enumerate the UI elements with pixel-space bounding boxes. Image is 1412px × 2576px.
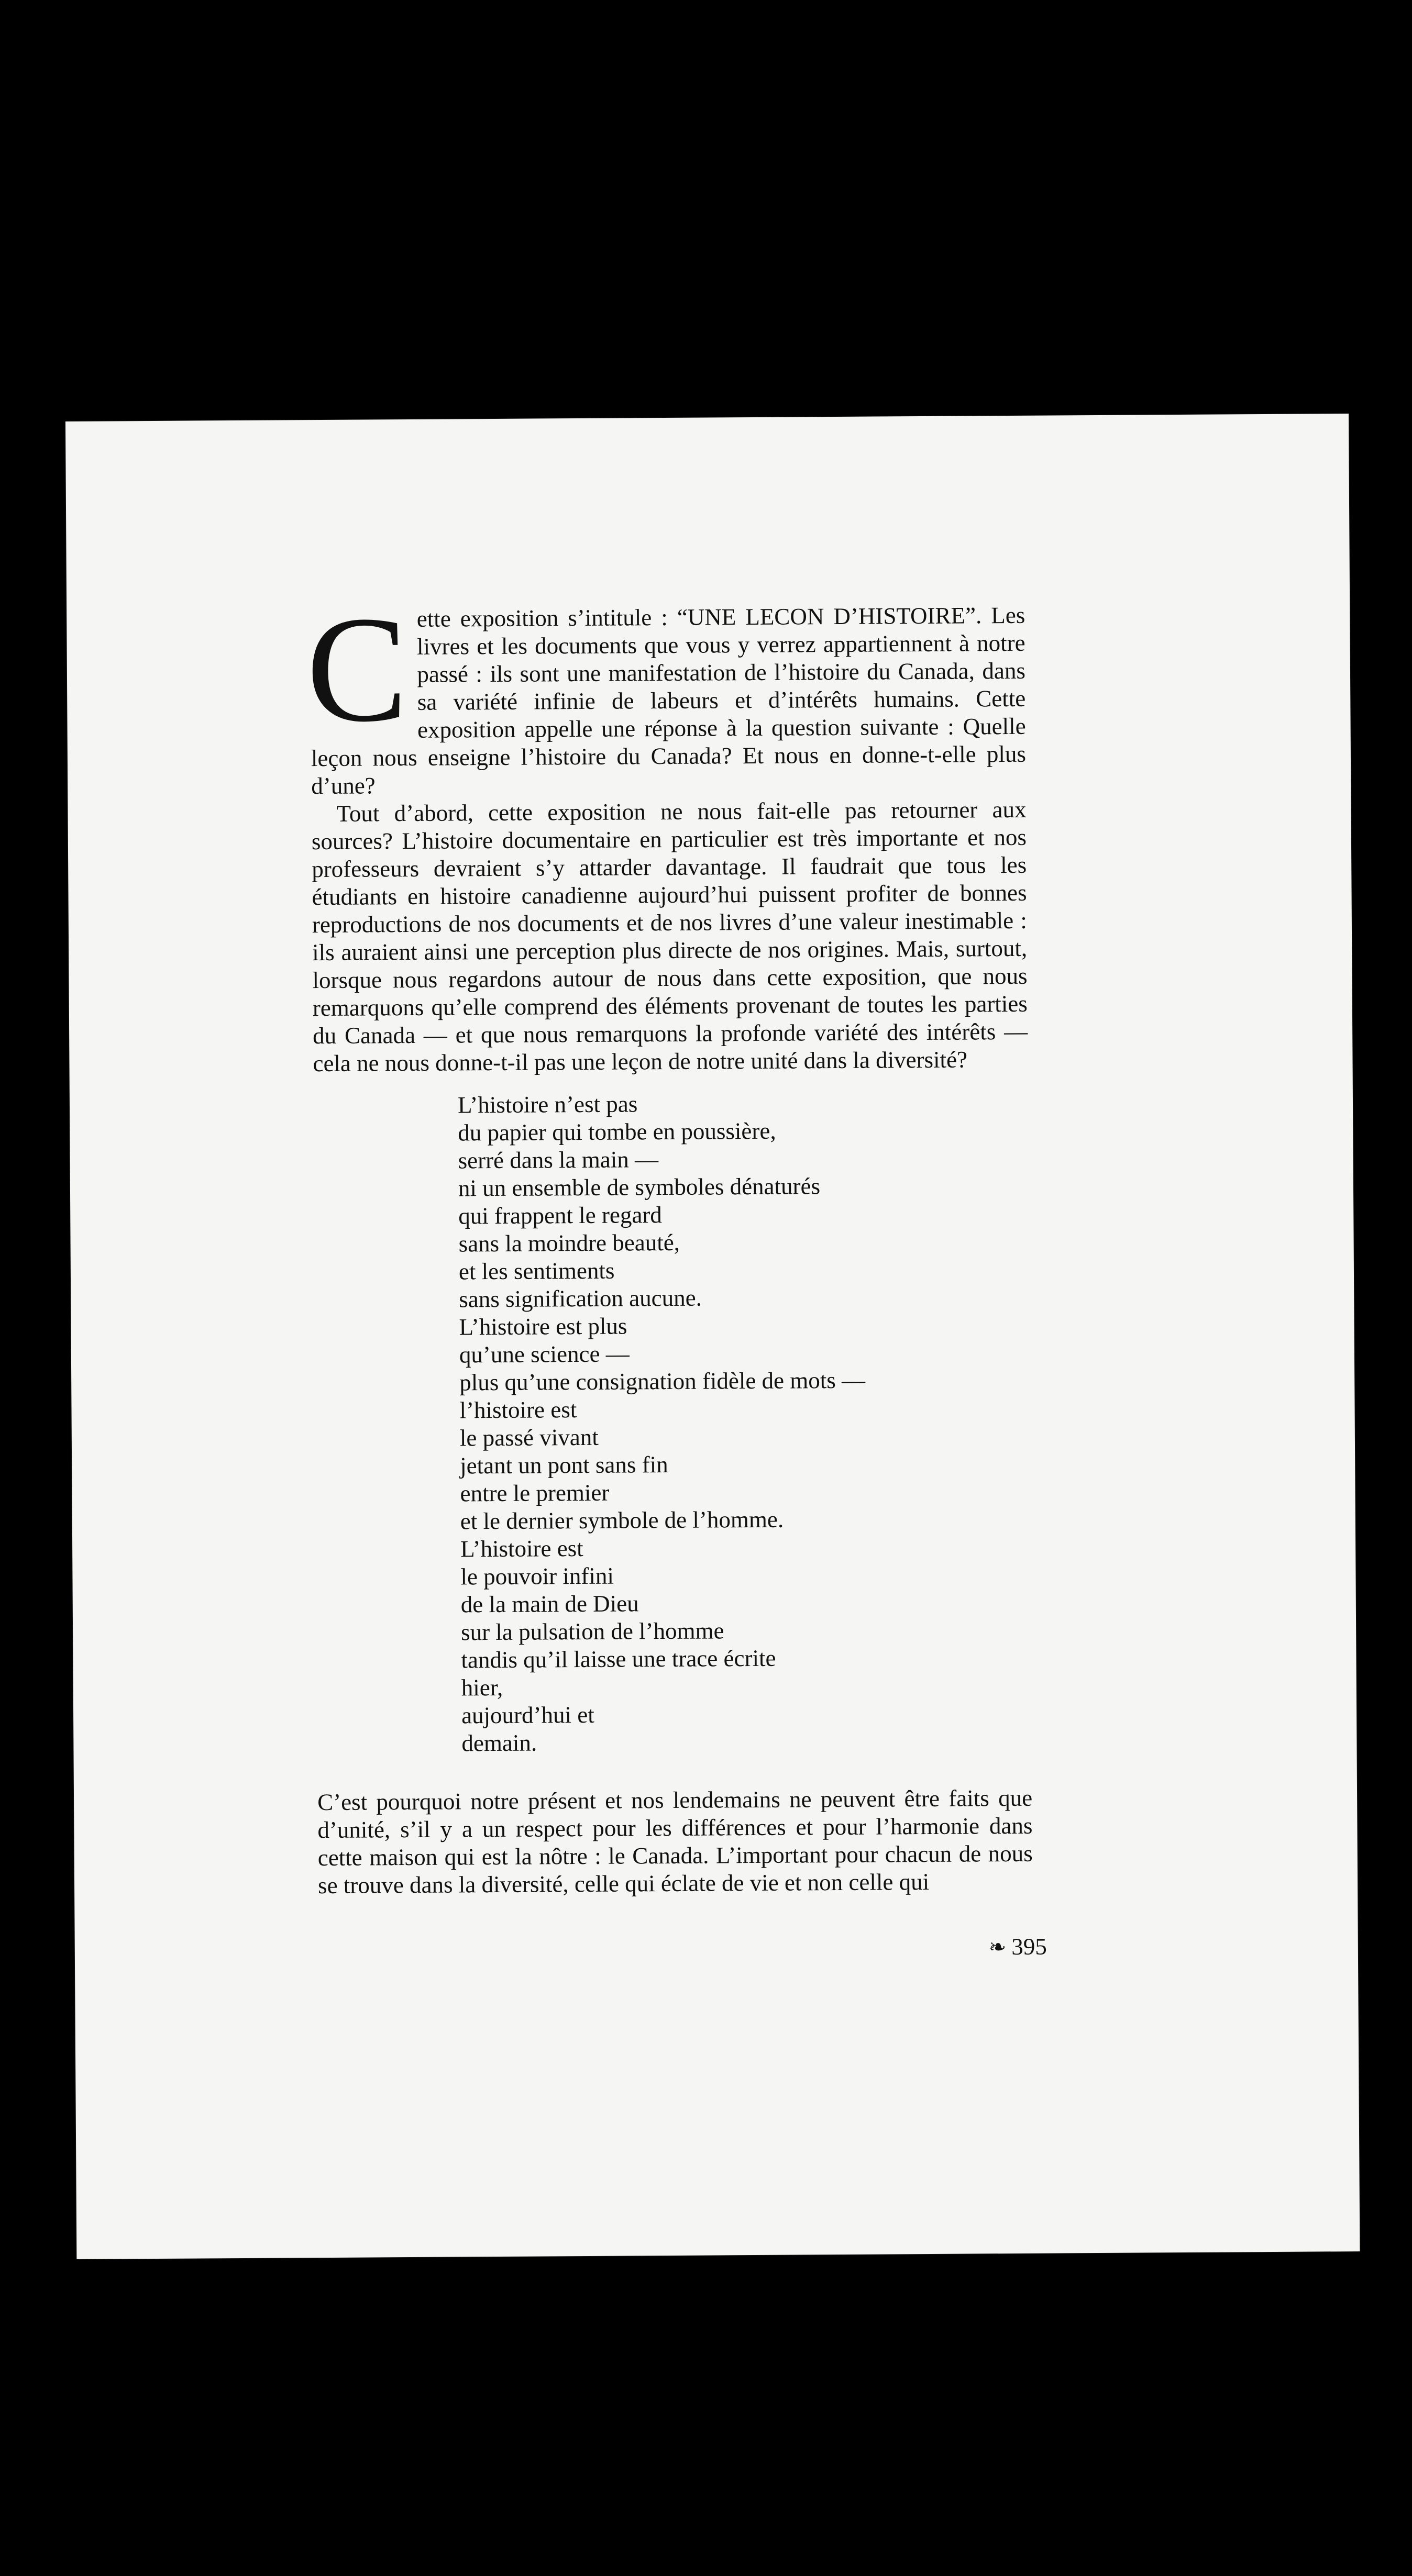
poem-line: L’histoire est bbox=[460, 1535, 583, 1562]
page-footer bbox=[989, 1933, 1047, 1961]
book-page bbox=[65, 414, 1360, 2259]
poem-line: sur la pulsation de l’homme bbox=[460, 1617, 724, 1646]
poem-line: et les sentiments bbox=[458, 1257, 615, 1285]
poem-line: l’histoire est bbox=[459, 1396, 577, 1424]
poem-line: sans la moindre beauté, bbox=[458, 1229, 680, 1257]
article-body bbox=[305, 585, 1033, 1900]
poem-line: de la main de Dieu bbox=[460, 1590, 639, 1618]
poem bbox=[458, 1088, 1032, 1758]
poem-line: demain. bbox=[461, 1729, 537, 1757]
page-number: 395 bbox=[1011, 1933, 1047, 1960]
poem-line: qu’une science — bbox=[459, 1340, 630, 1368]
paragraph-3: C’est pourquoi notre présent et nos lendemains ne peuvent être faits que d’unité, s’il y a un respect pour les différences et pour l’harmonie dans cette maison qui est la nôtre : le Canada. L’important pour chacun de nous se trouve dans la diversité, celle qui éclate de vie et non celle qui bbox=[317, 1784, 1033, 1899]
poem-line: tandis qu’il laisse une trace écrite bbox=[461, 1645, 776, 1673]
poem-line: le pouvoir infini bbox=[460, 1562, 614, 1590]
poem-line: du papier qui tombe en poussière, bbox=[458, 1117, 776, 1146]
poem-line: entre le premier bbox=[460, 1479, 610, 1507]
poem-line: le passé vivant bbox=[459, 1424, 599, 1451]
poem-line: L’histoire n’est pas bbox=[457, 1091, 638, 1118]
poem-line: et le dernier symbole de l’homme. bbox=[460, 1506, 784, 1535]
poem-line: hier, bbox=[461, 1674, 503, 1701]
poem-line: serré dans la main — bbox=[458, 1146, 659, 1174]
drop-cap: C bbox=[305, 585, 409, 754]
fleuron-icon: ❧ bbox=[988, 1935, 1007, 1959]
paragraph-1 bbox=[305, 585, 1027, 800]
poem-line: jetant un pont sans fin bbox=[460, 1451, 668, 1479]
poem-line: ni un ensemble de symboles dénaturés bbox=[458, 1173, 821, 1202]
poem-line: plus qu’une consignation fidèle de mots — bbox=[459, 1367, 866, 1396]
poem-line: qui frappent le regard bbox=[458, 1202, 663, 1229]
paragraph-1-text: ette exposition s’intitule : “UNE LECON D’HISTOIRE”. Les livres et les documents que vous y verrez appartiennent à notre passé : ils sont une manifestation de l’histoire du Canada, dans sa variété infinie de labeurs et d’intérêts humains. Cette exposition appelle une réponse à la question suivante : Quelle leçon nous enseigne l’histoire du Canada? Et nous en donne-t-elle plus d’une? bbox=[311, 602, 1027, 800]
poem-line: sans signification aucune. bbox=[459, 1284, 702, 1313]
poem-line: aujourd’hui et bbox=[461, 1701, 594, 1729]
paragraph-2: Tout d’abord, cette exposition ne nous fait-elle pas retourner aux sources? L’histoire documentaire en particulier est très importante et nos professeurs devraient s’y attarder davantage. Il faudrait que tous les étudiants en histoire canadienne aujourd’hui puissent profiter de bonnes reproductions de nos documents et de nos livres d’une valeur inestimable : ils auraient ainsi une perception plus directe de nos origines. Mais, surtout, lorsque nous regardons autour de nous dans cette exposition, que nous remarquons qu’elle comprend des éléments provenant de toutes les parties du Canada — et que nous remarquons la profonde variété des intérêts — cela ne nous donne-t-il pas une leçon de notre unité dans la diversité? bbox=[311, 796, 1028, 1077]
poem-line: L’histoire est plus bbox=[459, 1313, 627, 1340]
